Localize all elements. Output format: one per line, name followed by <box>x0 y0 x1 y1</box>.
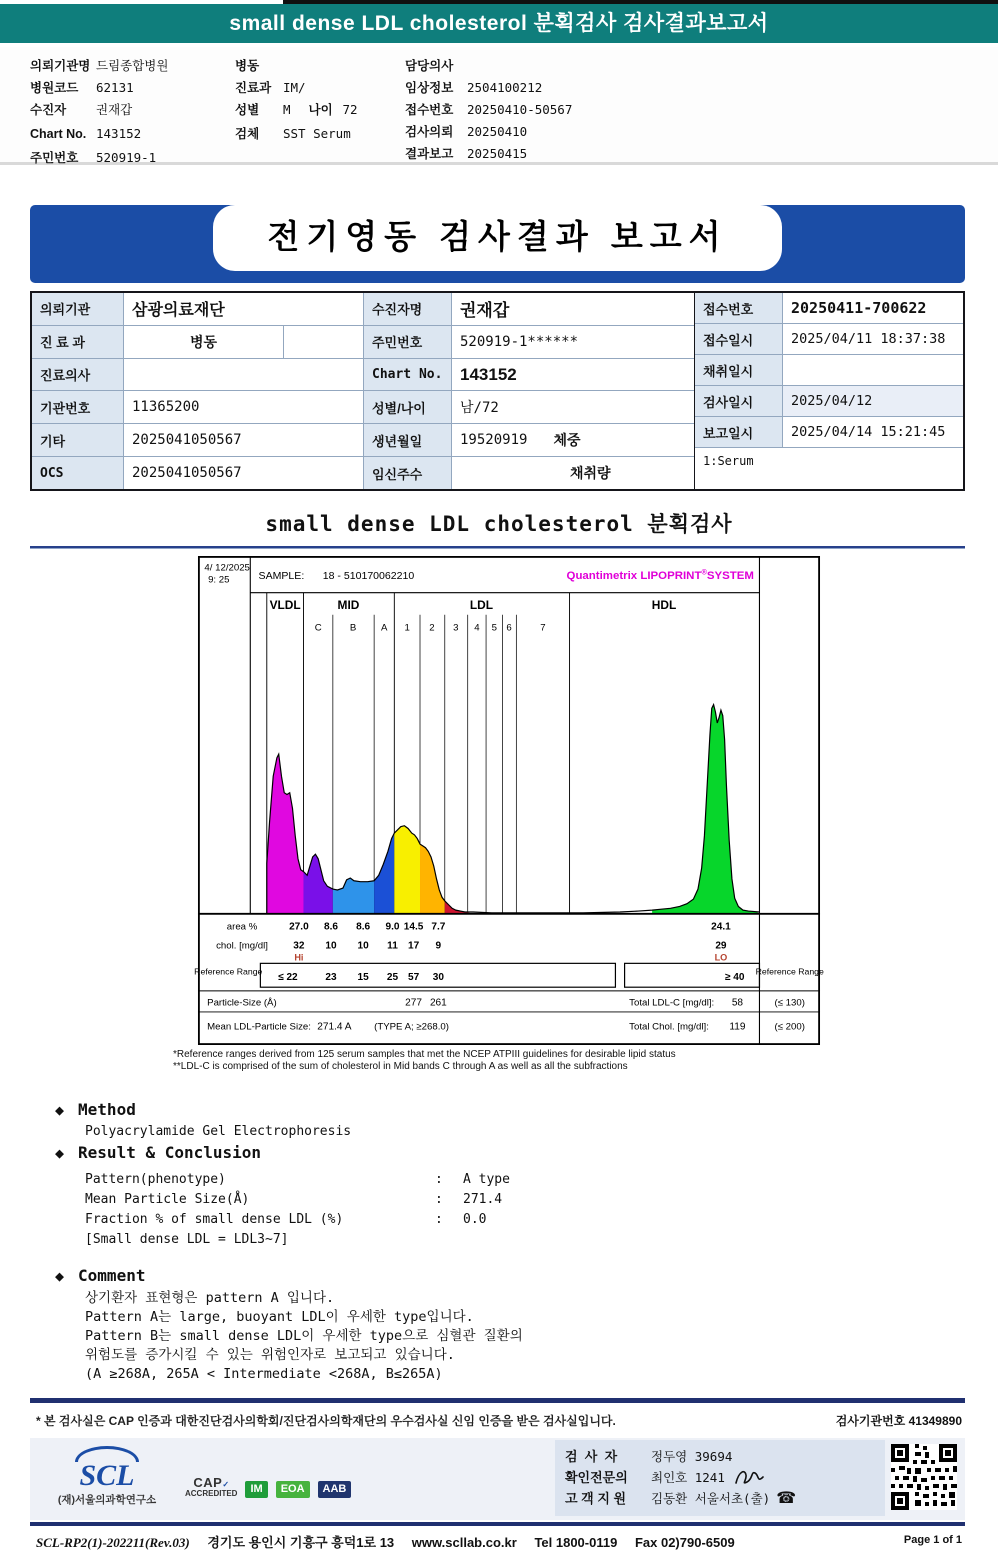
chol-row-label: chol. [mg/dl] <box>216 940 268 952</box>
cell-label: 접수번호 <box>695 293 783 323</box>
header-field <box>30 55 168 77</box>
lab-tel: Tel 1800-0119 <box>534 1535 618 1550</box>
cell-label: 진 료 과 <box>32 326 124 358</box>
field-label: 접수번호 <box>405 103 454 117</box>
scl-logo <box>42 1446 172 1507</box>
comment-line: 위험도를 증가시킬 수 있는 위험인자로 보고되고 있습니다. <box>85 1347 455 1363</box>
group-label-vldl: VLDL <box>269 598 301 613</box>
field-label: 병원코드 <box>30 81 79 95</box>
sample-id: 18 - 510170062210 <box>322 569 415 582</box>
result-value: 271.4 <box>463 1192 503 1207</box>
cell-label: 수진자명 <box>364 293 452 325</box>
phone-icon: ☎ <box>776 1490 797 1507</box>
patient-header-col3 <box>405 55 572 165</box>
scl-logo-subtext: (재)서울의과학연구소 <box>57 1494 157 1506</box>
field-value: 143152 <box>96 126 142 141</box>
total-chol-ref: (≤ 200) <box>774 1021 805 1033</box>
cell-label: 검사일시 <box>695 386 783 416</box>
footer-block <box>30 1438 965 1520</box>
header-field <box>30 99 168 121</box>
total-chol-value: 119 <box>729 1021 746 1033</box>
lab-website: www.scllab.co.kr <box>411 1535 517 1550</box>
header-field <box>30 77 168 99</box>
comment-line: Pattern A는 large, buoyant LDL이 우세한 type입니다. <box>85 1309 474 1325</box>
table-row <box>32 293 694 326</box>
report-title-bar: small dense LDL cholesterol 분획검사 검사결과보고서 <box>0 4 998 43</box>
table-row <box>695 293 963 324</box>
particle-row-label: Particle-Size (Å) <box>207 997 277 1009</box>
field-value: SST Serum <box>283 126 351 141</box>
field-label: 진료과 <box>235 81 272 95</box>
mean-particle-size: 271.4 A <box>317 1021 352 1033</box>
header-field <box>405 143 572 165</box>
table-row <box>695 386 963 417</box>
document-number: SCL-RP2(1)-202211(Rev.03) <box>36 1535 190 1550</box>
scl-logo-text: SCL <box>79 1459 135 1492</box>
report-main-title: 전기영동 검사결과 보고서 <box>267 218 728 255</box>
cell-value: 143152 <box>452 359 692 391</box>
group-label-hdl: HDL <box>651 598 677 613</box>
cell-label: 성별/나이 <box>364 391 452 423</box>
header-field <box>405 99 572 121</box>
report-banner-inner <box>213 205 782 271</box>
header-field <box>405 121 572 143</box>
staff-row <box>565 1467 875 1488</box>
lipoprint-chart <box>170 556 848 1050</box>
page-number: Page 1 of 1 <box>903 1534 962 1546</box>
staff-value: 정두영 39694 <box>651 1449 733 1464</box>
header-field <box>30 121 168 147</box>
org-number: 검사기관번호 41349890 <box>835 1414 962 1428</box>
field-label: 결과보고 <box>405 147 454 161</box>
ref-value: ≥ 40 <box>724 971 745 983</box>
cell-label: 의뢰기관 <box>32 293 124 325</box>
lab-address: 경기도 용인시 기흥구 흥덕1로 13 <box>207 1535 395 1550</box>
cell-label: 체중 <box>553 432 581 449</box>
cell-value: 2025/04/14 15:21:45 <box>791 424 946 441</box>
cell-value: 삼광의료재단 <box>124 293 364 325</box>
patient-header <box>0 47 998 165</box>
table-row <box>695 324 963 355</box>
staff-row <box>565 1488 875 1509</box>
chol-flag-lo: LO <box>714 952 728 963</box>
header-field <box>30 147 168 169</box>
chol-value: 10 <box>357 940 369 952</box>
section-divider <box>30 546 965 549</box>
subband-label: 2 <box>429 622 435 634</box>
ref-range-label-left: Reference Range <box>194 966 263 977</box>
result-value: A type <box>463 1172 510 1187</box>
system-brand: Quantimetrix LIPOPRINT®SYSTEM <box>566 567 754 582</box>
area-value: 9.0 <box>385 921 400 933</box>
cell-label: 생년월일 <box>364 424 452 456</box>
result-label: Pattern(phenotype) <box>85 1172 226 1187</box>
particle-size-value: 261 <box>429 997 447 1009</box>
cell-value: 2025041050567 <box>124 457 364 489</box>
method-heading: ◆ Method <box>55 1100 136 1119</box>
cell-label: 임신주수 <box>364 457 452 489</box>
area-value: 8.6 <box>324 921 339 933</box>
header-field <box>235 99 358 121</box>
field-label: 주민번호 <box>30 151 79 165</box>
staff-row <box>565 1446 875 1467</box>
chart-footnotes <box>173 1049 873 1073</box>
total-ldl-ref: (≤ 130) <box>774 997 805 1009</box>
subband-label: 6 <box>506 622 512 634</box>
comment-heading: ◆ Comment <box>55 1266 146 1285</box>
result-heading: ◆ Result & Conclusion <box>55 1143 262 1162</box>
chart-datetime: 4/ 12/2025 <box>204 562 250 574</box>
area-value: 7.7 <box>431 921 446 933</box>
field-value: 520919-1 <box>96 150 157 165</box>
im-logo: IM <box>245 1481 267 1498</box>
chol-value: 10 <box>325 940 337 952</box>
sample-label: SAMPLE: <box>258 569 305 582</box>
cell-value: 11365200 <box>124 391 364 423</box>
subband-label: B <box>349 622 357 634</box>
footer-divider-top <box>30 1398 965 1403</box>
total-ldl-label: Total LDL-C [mg/dl]: <box>629 997 715 1009</box>
type-note: (TYPE A; ≥268.0) <box>374 1021 449 1033</box>
diamond-icon: ◆ <box>55 1101 65 1119</box>
chol-value: 17 <box>407 940 420 952</box>
ref-value: 57 <box>407 971 420 983</box>
group-label-mid: MID <box>337 598 360 613</box>
table-row <box>32 326 694 359</box>
staff-label: 검 사 자 <box>565 1449 618 1464</box>
patient-header-col1 <box>30 55 168 169</box>
table-row <box>32 359 694 392</box>
cell-label: 기타 <box>32 424 124 456</box>
ref-range-label-right: Reference Range <box>755 966 824 977</box>
comment-line: Pattern B는 small dense LDL이 우세한 type으로 심혈관 질환의 <box>85 1328 523 1344</box>
comment-line: (A ≥268A, 265A < Intermediate <268A, B≤265A) <box>85 1366 443 1382</box>
cell-value: 2025/04/11 18:37:38 <box>791 331 946 348</box>
electrophoresis-chart <box>170 556 848 1045</box>
field-label: 수진자 <box>30 103 67 117</box>
address-row <box>36 1532 966 1551</box>
comment-body <box>85 1289 523 1384</box>
diamond-icon: ◆ <box>55 1267 65 1285</box>
ref-value: ≤ 22 <box>278 971 298 983</box>
eoa-logo: EOA <box>276 1481 310 1498</box>
table-row <box>695 417 963 448</box>
ref-value: 30 <box>432 971 444 983</box>
patient-header-col2 <box>235 55 358 147</box>
field-value: 2504100212 <box>467 80 543 95</box>
signature <box>733 1467 767 1489</box>
field-label: 검체 <box>235 127 260 141</box>
colon: : <box>435 1212 443 1227</box>
field-label: 나이 <box>308 103 333 117</box>
ref-value: 15 <box>357 971 369 983</box>
cell-label: Chart No. <box>364 359 452 391</box>
subband-label: 4 <box>474 622 480 634</box>
comment-line: 상기환자 표현형은 pattern A 입니다. <box>85 1290 335 1306</box>
table-row <box>695 355 963 386</box>
colon: : <box>435 1192 443 1207</box>
cell-value: 권재갑 <box>452 293 692 325</box>
staff-label: 고 객 지 원 <box>565 1491 627 1506</box>
result-item <box>85 1210 510 1230</box>
cell-value: 2025041050567 <box>124 424 364 456</box>
field-value: 62131 <box>96 80 134 95</box>
chol-value: 9 <box>435 940 442 952</box>
order-info-right <box>694 293 963 489</box>
ref-value: 25 <box>386 971 399 983</box>
field-label: 성별 <box>235 103 260 117</box>
area-row-label: area % <box>226 921 258 933</box>
field-value: 20250410-50567 <box>467 102 573 117</box>
result-label: Fraction % of small dense LDL (%) <box>85 1212 344 1227</box>
field-label: Chart No. <box>30 127 87 141</box>
order-info-table <box>30 291 965 491</box>
cell-value: 2025/04/12 <box>783 386 963 416</box>
header-field <box>405 55 572 77</box>
area-value: 8.6 <box>356 921 371 933</box>
header-field <box>235 77 358 99</box>
field-value: IM/ <box>283 80 306 95</box>
field-label: 검사의뢰 <box>405 125 454 139</box>
field-value: 권재갑 <box>96 102 133 117</box>
method-body: Polyacrylamide Gel Electrophoresis <box>85 1124 352 1139</box>
chol-flag-hi: Hi <box>294 952 304 963</box>
subband-label: C <box>314 622 322 634</box>
footnote-2: **LDL-C is comprised of the sum of cholesterol in Mid bands C through A as well as all the subfractions <box>173 1061 628 1072</box>
result-value: 0.0 <box>463 1212 487 1227</box>
header-field <box>235 121 358 147</box>
area-value: 27.0 <box>289 921 309 933</box>
table-row <box>32 457 694 489</box>
cell-value: 520919-1****** <box>452 326 692 358</box>
serum-note: 1:Serum <box>703 454 754 469</box>
chol-value: 29 <box>715 940 727 952</box>
cell-value: 19520919 <box>460 432 528 449</box>
cell-label: 접수일시 <box>695 324 783 354</box>
cell-value: 남/72 <box>452 391 692 423</box>
field-label: 병동 <box>235 59 260 73</box>
cell-label: 기관번호 <box>32 391 124 423</box>
subband-label: A <box>381 622 388 634</box>
field-value: M <box>283 102 291 117</box>
particle-size-value: 277 <box>405 997 422 1009</box>
cell-label: 채취량 <box>570 465 611 482</box>
header-field <box>235 55 358 77</box>
field-value: 72 <box>342 102 358 117</box>
cell-label: 보고일시 <box>695 417 783 447</box>
chol-value: 32 <box>293 940 305 952</box>
area-value: 14.5 <box>403 921 424 933</box>
cell-value: 20250411-700622 <box>791 299 927 318</box>
field-value: 드림종합병원 <box>96 58 169 73</box>
result-label: Mean Particle Size(Å) <box>85 1192 250 1207</box>
lab-fax: Fax 02)790-6509 <box>634 1535 735 1550</box>
field-value: 20250410 <box>467 124 528 139</box>
aab-logo: AAB <box>318 1481 352 1498</box>
table-row <box>32 391 694 424</box>
table-row <box>32 424 694 457</box>
result-item <box>85 1170 510 1190</box>
cell-value: 병동 <box>124 326 284 358</box>
cap-accredited-logo: CAP✓ ACCREDITED <box>185 1475 238 1498</box>
total-chol-label: Total Chol. [mg/dl]: <box>629 1021 709 1033</box>
result-item <box>85 1190 510 1210</box>
chart-datetime2: 9: 25 <box>208 574 230 586</box>
field-value: 20250415 <box>467 146 528 161</box>
cell-value <box>783 355 963 385</box>
cell-label: 채취일시 <box>695 355 783 385</box>
section-title: small dense LDL cholesterol 분획검사 <box>265 512 733 536</box>
area-value: 24.1 <box>711 921 731 933</box>
staff-value: 최인호 1241 <box>651 1470 725 1485</box>
field-label: 담당의사 <box>405 59 454 73</box>
result-note: [Small dense LDL = LDL3~7] <box>85 1232 289 1247</box>
report-banner <box>30 205 965 283</box>
chol-value: 11 <box>387 940 398 952</box>
field-label: 임상정보 <box>405 81 454 95</box>
staff-box <box>555 1440 885 1516</box>
diamond-icon: ◆ <box>55 1144 65 1162</box>
cell-value <box>124 359 364 391</box>
subband-label: 1 <box>404 622 410 634</box>
footnote-1: *Reference ranges derived from 125 serum samples that met the NCEP ATPIII guidelines for desirable lipid status <box>173 1049 676 1060</box>
qr-code <box>891 1444 957 1510</box>
order-info-left <box>32 293 694 489</box>
group-label-ldl: LDL <box>469 598 494 613</box>
staff-value: 김동환 서울서초(출) <box>651 1491 771 1506</box>
subband-label: 5 <box>491 622 498 634</box>
result-items <box>85 1170 510 1250</box>
cell-label: 진료의사 <box>32 359 124 391</box>
field-label: 의뢰기관명 <box>30 59 91 73</box>
colon: : <box>435 1172 443 1187</box>
subband-label: 7 <box>540 622 546 634</box>
header-field <box>405 77 572 99</box>
certification-logos <box>185 1475 351 1498</box>
cell-label: OCS <box>32 457 124 489</box>
footer-divider-bottom <box>30 1522 965 1526</box>
certification-note: * 본 검사실은 CAP 인증과 대한진단검사의학회/진단검사의학재단의 우수검사실 신임 인증을 받은 검사실입니다. <box>36 1414 616 1428</box>
total-ldl-value: 58 <box>731 997 744 1009</box>
staff-label: 확인전문의 <box>565 1470 628 1485</box>
mean-row-label: Mean LDL-Particle Size: <box>207 1021 311 1033</box>
band-ldl1 <box>394 826 420 914</box>
subband-label: 3 <box>453 622 459 634</box>
ref-value: 23 <box>325 971 337 983</box>
cell-label: 주민번호 <box>364 326 452 358</box>
